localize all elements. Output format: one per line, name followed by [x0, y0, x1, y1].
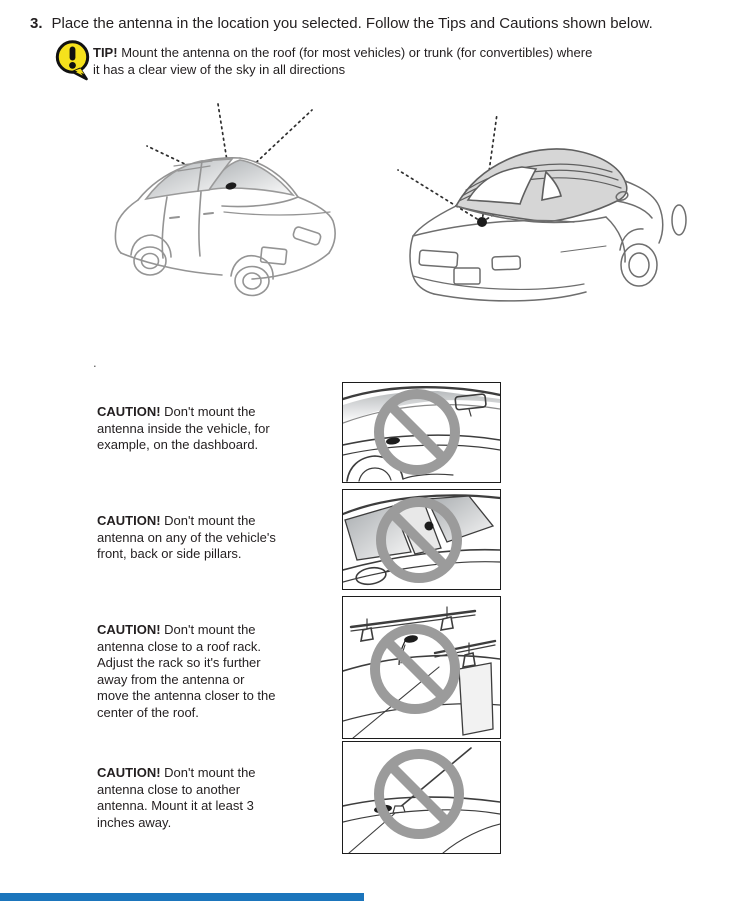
- prohibition-circle-icon: [379, 754, 459, 834]
- convertible-illustration: [396, 100, 692, 326]
- caution-1-text: [97, 404, 279, 454]
- caution-3-text: [97, 622, 279, 721]
- exclamation-speech-bubble-icon: [55, 39, 91, 83]
- tip-label: TIP!: [93, 45, 118, 60]
- caution-label: CAUTION!: [97, 404, 161, 419]
- caution-label: CAUTION!: [97, 765, 161, 780]
- tip-text-line1: Mount the antenna on the roof (for most vehicles) or trunk (for convertibles) where: [121, 45, 593, 60]
- antenna-dot: [403, 634, 418, 644]
- tip-text-line2: it has a clear view of the sky in all directions: [93, 61, 346, 77]
- step-text: Place the antenna in the location you selected. Follow the Tips and Cautions shown below.: [51, 15, 653, 32]
- caution-3-illustration-roof-rack: [342, 596, 501, 739]
- caution-label: CAUTION!: [97, 622, 161, 637]
- caution-4-text: [97, 765, 279, 831]
- caution-2-text: [97, 513, 279, 563]
- caution-2-illustration-pillar: [342, 489, 501, 590]
- step-number: 3.: [30, 15, 43, 32]
- caution-body: Don't mount the antenna close to a roof rack. Adjust the rack so it's further away from the antenna or move the antenna closer to the center of the roof.: [97, 622, 276, 720]
- caution-body: Don't mount the antenna inside the vehicle, for example, on the dashboard.: [97, 404, 270, 452]
- sedan-illustration: [100, 100, 368, 326]
- stray-period-mark: .: [93, 355, 97, 370]
- tip-callout: [93, 45, 673, 78]
- antenna-dot: [477, 217, 487, 227]
- caution-body: Don't mount the antenna on any of the vehicle's front, back or side pillars.: [97, 513, 276, 561]
- step-heading: [30, 14, 720, 33]
- caution-1-illustration-dashboard: [342, 382, 501, 483]
- caution-body: Don't mount the antenna close to another antenna. Mount it at least 3 inches away.: [97, 765, 256, 830]
- caution-4-illustration-other-antenna: [342, 741, 501, 854]
- caution-label: CAUTION!: [97, 513, 161, 528]
- footer-accent-bar: [0, 893, 364, 901]
- antenna-placement-illustrations: [96, 98, 696, 330]
- antenna-dot: [425, 522, 434, 531]
